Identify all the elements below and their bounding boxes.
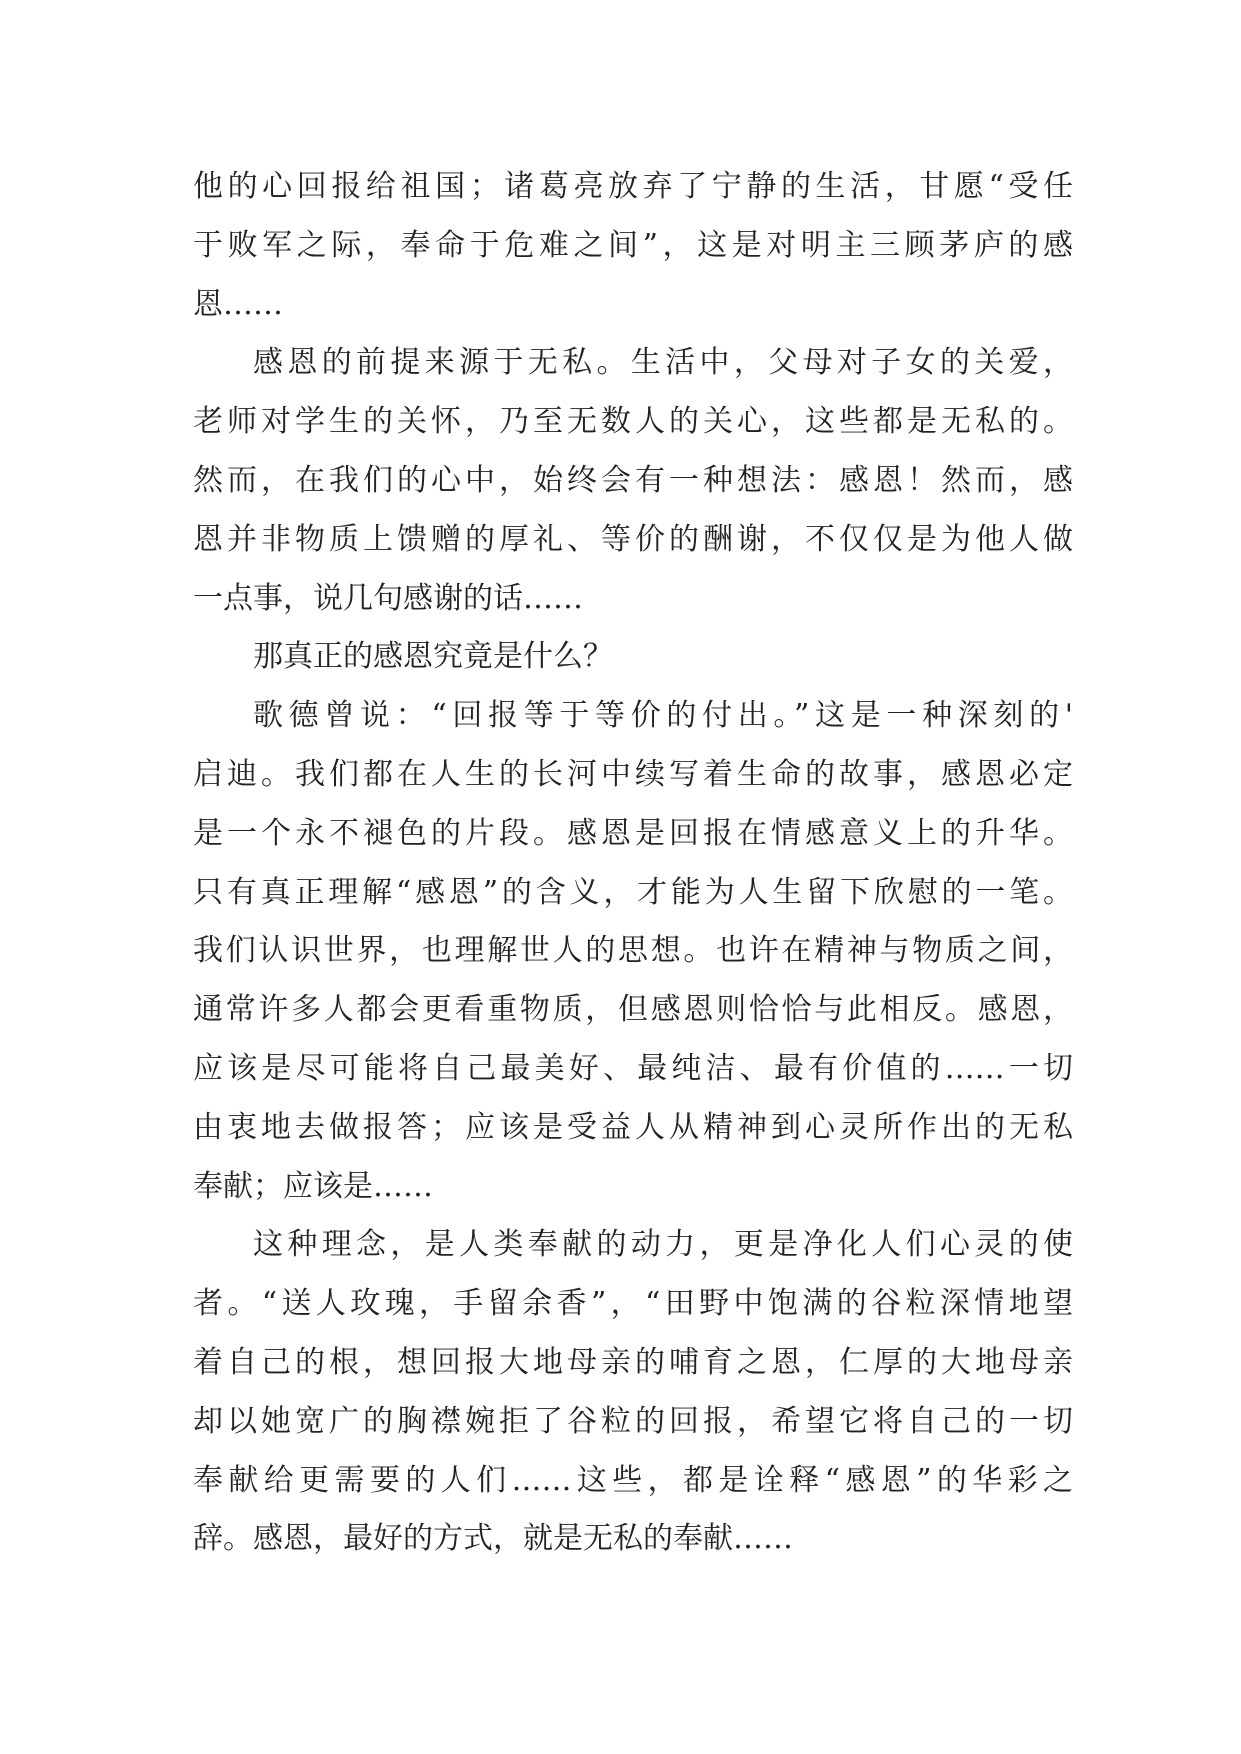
text-line: 那真正的感恩究竟是什么？ — [253, 639, 613, 675]
text-line: 一点事，说几句感谢的话…… — [193, 580, 583, 616]
text-line: 然而，在我们的心中，始终会有一种想法：感恩！然而，感 — [193, 462, 1073, 498]
text-line: 只有真正理解“感恩”的含义，才能为人生留下欣慰的一笔。 — [193, 874, 1073, 910]
text-line: 于败军之际，奉命于危难之间”，这是对明主三顾茅庐的感 — [193, 227, 1073, 263]
text-line: 恩…… — [193, 286, 283, 322]
text-line: 是一个永不褪色的片段。感恩是回报在情感意义上的升华。 — [193, 815, 1073, 851]
text-line: 却以她宽广的胸襟婉拒了谷粒的回报，希望它将自己的一切 — [193, 1403, 1073, 1439]
text-line: 我们认识世界，也理解世人的思想。也许在精神与物质之间， — [193, 933, 1073, 969]
text-line: 者。“送人玫瑰，手留余香”，“田野中饱满的谷粒深情地望 — [193, 1286, 1073, 1322]
text-line: 辞。感恩，最好的方式，就是无私的奉献…… — [193, 1521, 793, 1557]
text-line: 由衷地去做报答；应该是受益人从精神到心灵所作出的无私 — [193, 1109, 1073, 1145]
text-line: 着自己的根，想回报大地母亲的哺育之恩，仁厚的大地母亲 — [193, 1344, 1073, 1380]
text-line: 奉献；应该是…… — [193, 1168, 433, 1204]
text-line: 老师对学生的关怀，乃至无数人的关心，这些都是无私的。 — [193, 404, 1073, 440]
text-line: 启迪。我们都在人生的长河中续写着生命的故事，感恩必定 — [193, 756, 1073, 792]
text-line: 这种理念，是人类奉献的动力，更是净化人们心灵的使 — [253, 1227, 1073, 1263]
text-line: 歌德曾说：“回报等于等价的付出。”这是一种深刻的' — [253, 698, 1073, 734]
text-line: 奉献给更需要的人们……这些，都是诠释“感恩”的华彩之 — [193, 1462, 1073, 1498]
text-line: 恩并非物质上馈赠的厚礼、等价的酬谢，不仅仅是为他人做 — [193, 521, 1073, 557]
text-line: 应该是尽可能将自己最美好、最纯洁、最有价值的……一切 — [193, 1050, 1073, 1086]
text-line: 他的心回报给祖国；诸葛亮放弃了宁静的生活，甘愿“受任 — [193, 169, 1073, 204]
essay-body — [193, 158, 1073, 1569]
text-line: 感恩的前提来源于无私。生活中，父母对子女的关爱， — [253, 345, 1073, 381]
text-line: 通常许多人都会更看重物质，但感恩则恰恰与此相反。感恩， — [193, 992, 1073, 1028]
